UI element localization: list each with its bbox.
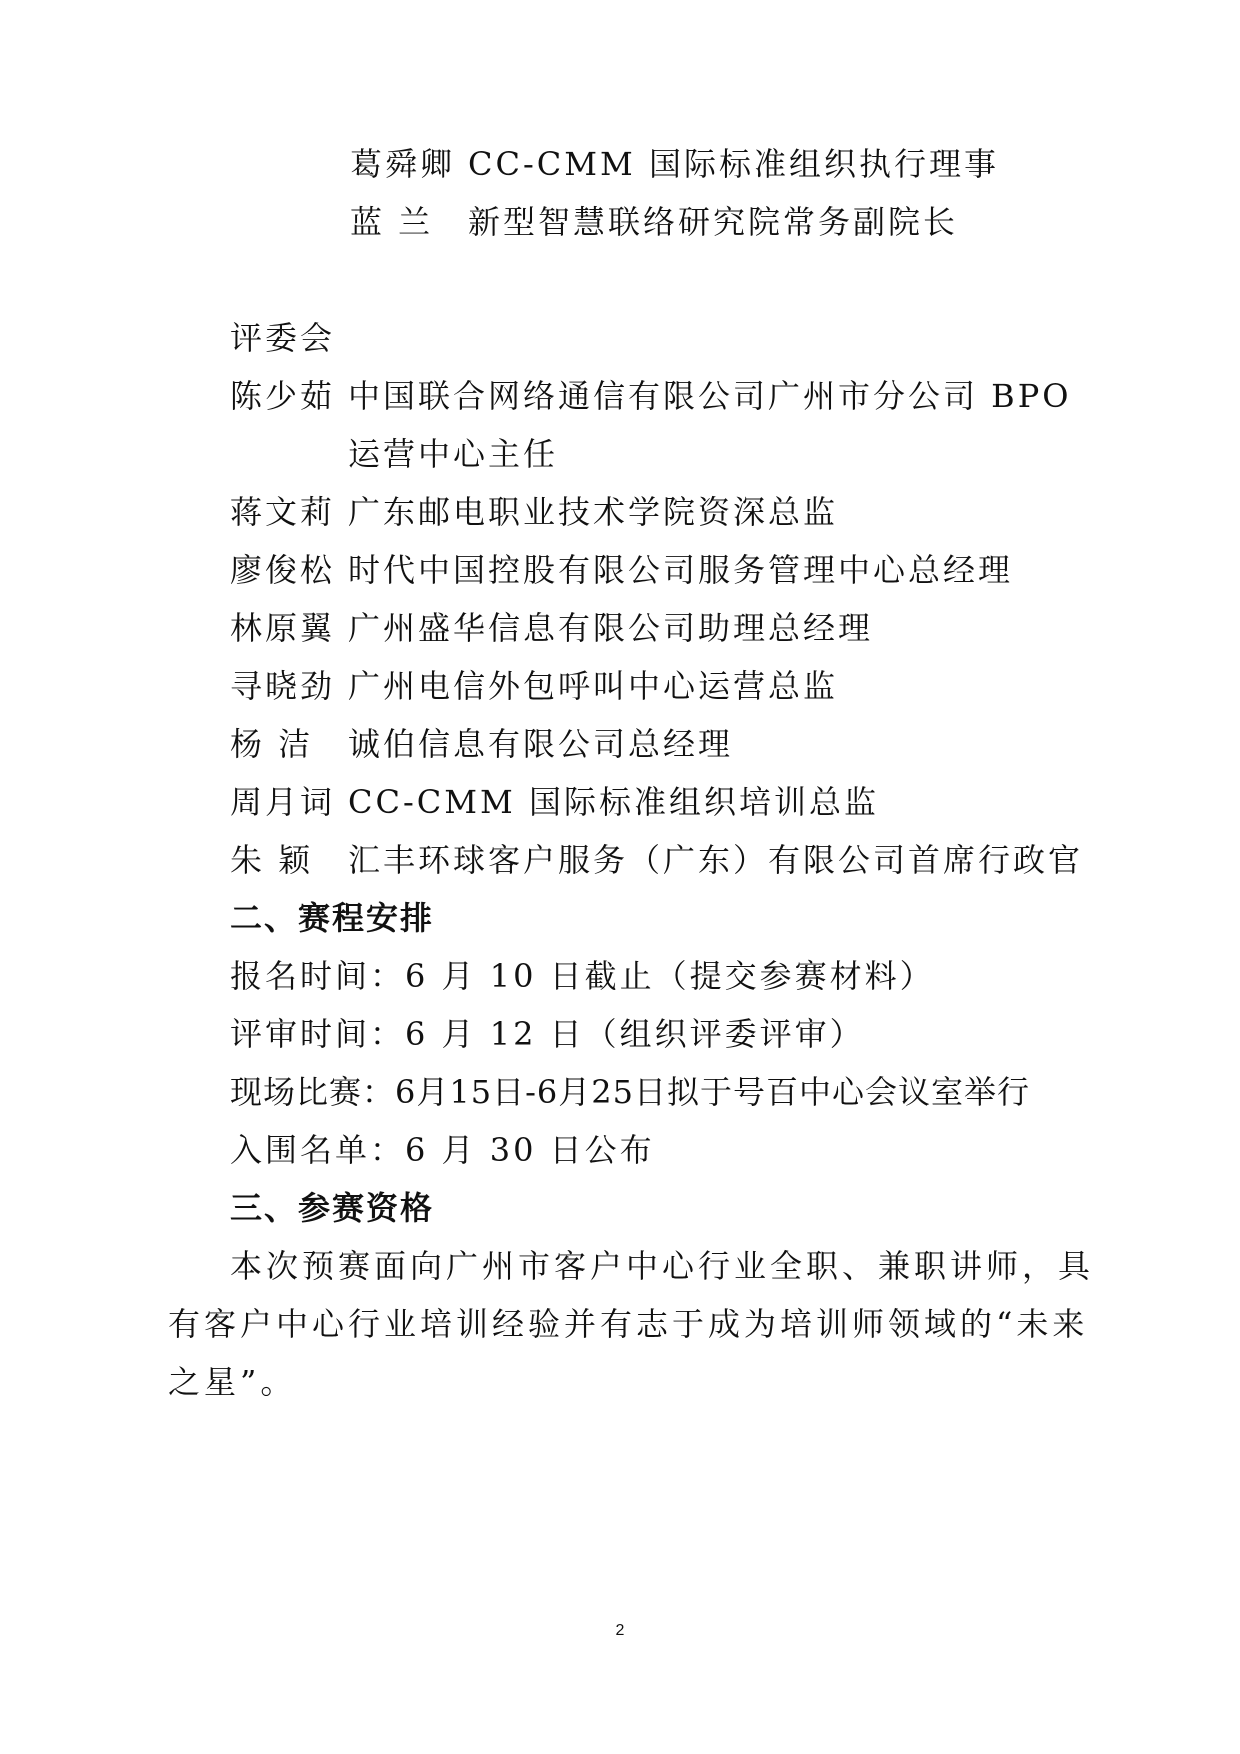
person-name: 蒋文莉 [230, 493, 336, 531]
section-heading-schedule: 二、赛程安排 [230, 899, 435, 937]
schedule-item: 评审时间：6 月 12 日（组织评委评审） [230, 1015, 865, 1053]
committee-member-row [230, 550, 1013, 590]
person-title: 广东邮电职业技术学院资深总监 [348, 493, 839, 531]
person-title: CC-CMM 国际标准组织培训总监 [348, 783, 879, 821]
person-name: 蓝 兰 [350, 203, 434, 241]
section-heading-eligibility: 三、参赛资格 [230, 1189, 435, 1227]
person-title: 时代中国控股有限公司服务管理中心总经理 [348, 551, 1014, 589]
committee-member-row [230, 492, 838, 532]
committee-member-row [230, 376, 1071, 416]
schedule-item: 报名时间：6 月 10 日截止（提交参赛材料） [230, 957, 935, 995]
schedule-item: 现场比赛：6月15日-6月25日拟于号百中心会议室举行 [230, 1073, 1030, 1111]
person-title: CC-CMM 国际标准组织执行理事 [468, 145, 999, 183]
schedule-item: 入围名单：6 月 30 日公布 [230, 1131, 655, 1169]
person-title: 广州电信外包呼叫中心运营总监 [348, 667, 839, 705]
committee-member-row [230, 840, 1083, 880]
person-name: 廖俊松 [230, 551, 336, 589]
person-title: 广州盛华信息有限公司助理总经理 [348, 609, 874, 647]
person-name: 葛舜卿 [350, 145, 456, 183]
person-name: 周月词 [230, 783, 336, 821]
paragraph-line: 有客户中心行业培训经验并有志于成为培训师领域的“未来 [168, 1305, 1089, 1343]
person-name: 朱 颖 [230, 841, 314, 879]
committee-member-row [230, 782, 879, 822]
committee-member-row [230, 608, 873, 648]
leader-row [350, 202, 958, 242]
person-name: 杨 洁 [230, 725, 314, 763]
paragraph-line: 之星”。 [168, 1363, 297, 1401]
person-title: 诚伯信息有限公司总经理 [348, 725, 734, 763]
person-title: 中国联合网络通信有限公司广州市分公司 BPO [348, 377, 1072, 415]
person-name: 陈少茹 [230, 377, 336, 415]
committee-member-row [230, 434, 558, 474]
person-name: 林原翼 [230, 609, 336, 647]
committee-member-row [230, 666, 838, 706]
person-title: 汇丰环球客户服务（广东）有限公司首席行政官 [348, 841, 1084, 879]
committee-member-row [230, 724, 733, 764]
paragraph-line: 本次预赛面向广州市客户中心行业全职、兼职讲师，具 [230, 1247, 1095, 1285]
person-name: 寻晓劲 [230, 667, 336, 705]
leader-row [350, 144, 999, 184]
person-title: 新型智慧联络研究院常务副院长 [468, 203, 959, 241]
page-number: 2 [615, 1622, 625, 1639]
committee-label: 评委会 [230, 319, 336, 357]
person-title: 运营中心主任 [348, 435, 559, 473]
